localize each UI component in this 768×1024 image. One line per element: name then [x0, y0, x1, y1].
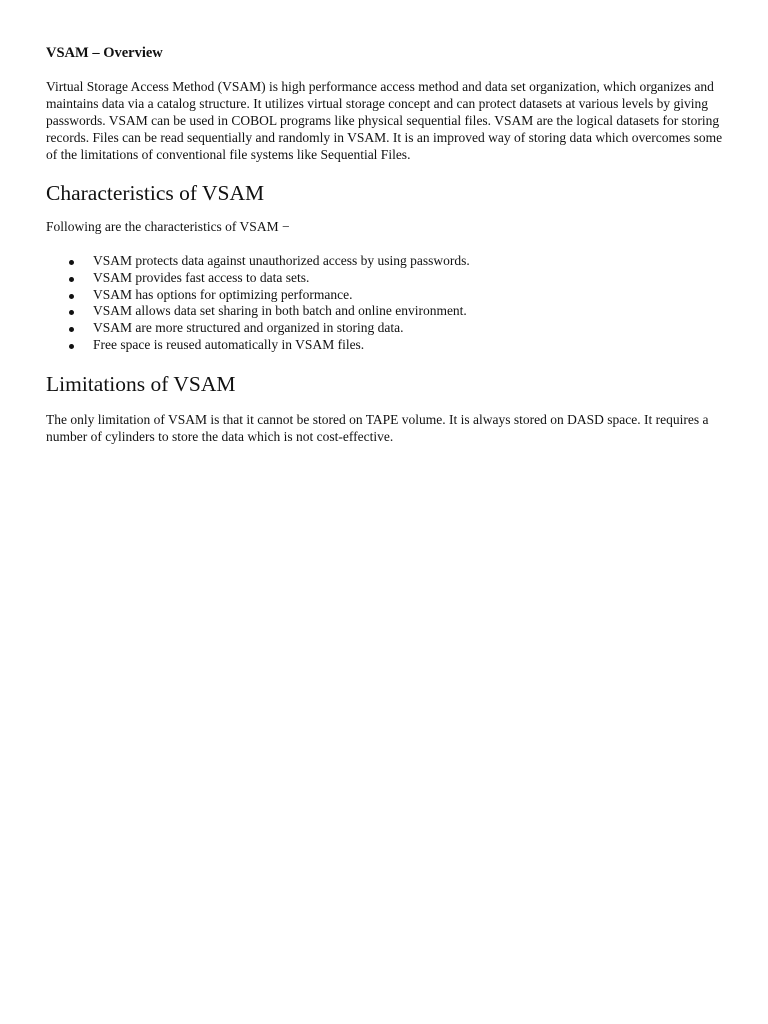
characteristics-list — [46, 253, 726, 354]
list-item-text: VSAM allows data set sharing in both batch and online environment. — [93, 303, 467, 319]
bullet-icon — [69, 310, 74, 315]
bullet-icon — [69, 260, 74, 265]
list-item — [46, 337, 726, 354]
list-item-text: VSAM are more structured and organized in storing data. — [93, 320, 404, 336]
limitations-paragraph: The only limitation of VSAM is that it cannot be stored on TAPE volume. It is always stored on DASD space. It requires a number of cylinders to store the data which is not cost-effective. — [46, 411, 709, 444]
limitations-heading: Limitations of VSAM — [46, 371, 236, 396]
document-page — [46, 44, 726, 445]
characteristics-heading: Characteristics of VSAM — [46, 181, 265, 205]
list-item — [46, 287, 726, 304]
list-item-text: VSAM protects data against unauthorized access by using passwords. — [93, 253, 470, 268]
overview-paragraph: Virtual Storage Access Method (VSAM) is high performance access method and data set organization, which organizes and maintains data via a catalog structure. It utilizes virtual storage concept and can protect datasets at various levels by giving passwords. VSAM can be used in COBOL programs like physical sequential files. VSAM are the logical datasets for storing records. Files can be read sequentially and randomly in VSAM. It is an improved way of storing data which overcomes some of the limitations of conventional file systems like Sequential Files. — [46, 79, 723, 162]
list-item — [46, 303, 726, 320]
bullet-icon — [69, 327, 74, 332]
list-item — [46, 253, 726, 270]
bullet-icon — [69, 294, 74, 299]
list-item-text: Free space is reused automatically in VSAM files. — [93, 336, 365, 352]
list-item-text: VSAM provides fast access to data sets. — [93, 269, 310, 285]
list-item-text: VSAM has options for optimizing performance. — [93, 286, 353, 302]
document-title: VSAM – Overview — [46, 45, 163, 61]
bullet-icon — [69, 277, 74, 282]
bullet-icon — [69, 344, 74, 349]
list-item — [46, 320, 726, 337]
characteristics-intro: Following are the characteristics of VSAM − — [46, 219, 290, 234]
list-item — [46, 270, 726, 287]
